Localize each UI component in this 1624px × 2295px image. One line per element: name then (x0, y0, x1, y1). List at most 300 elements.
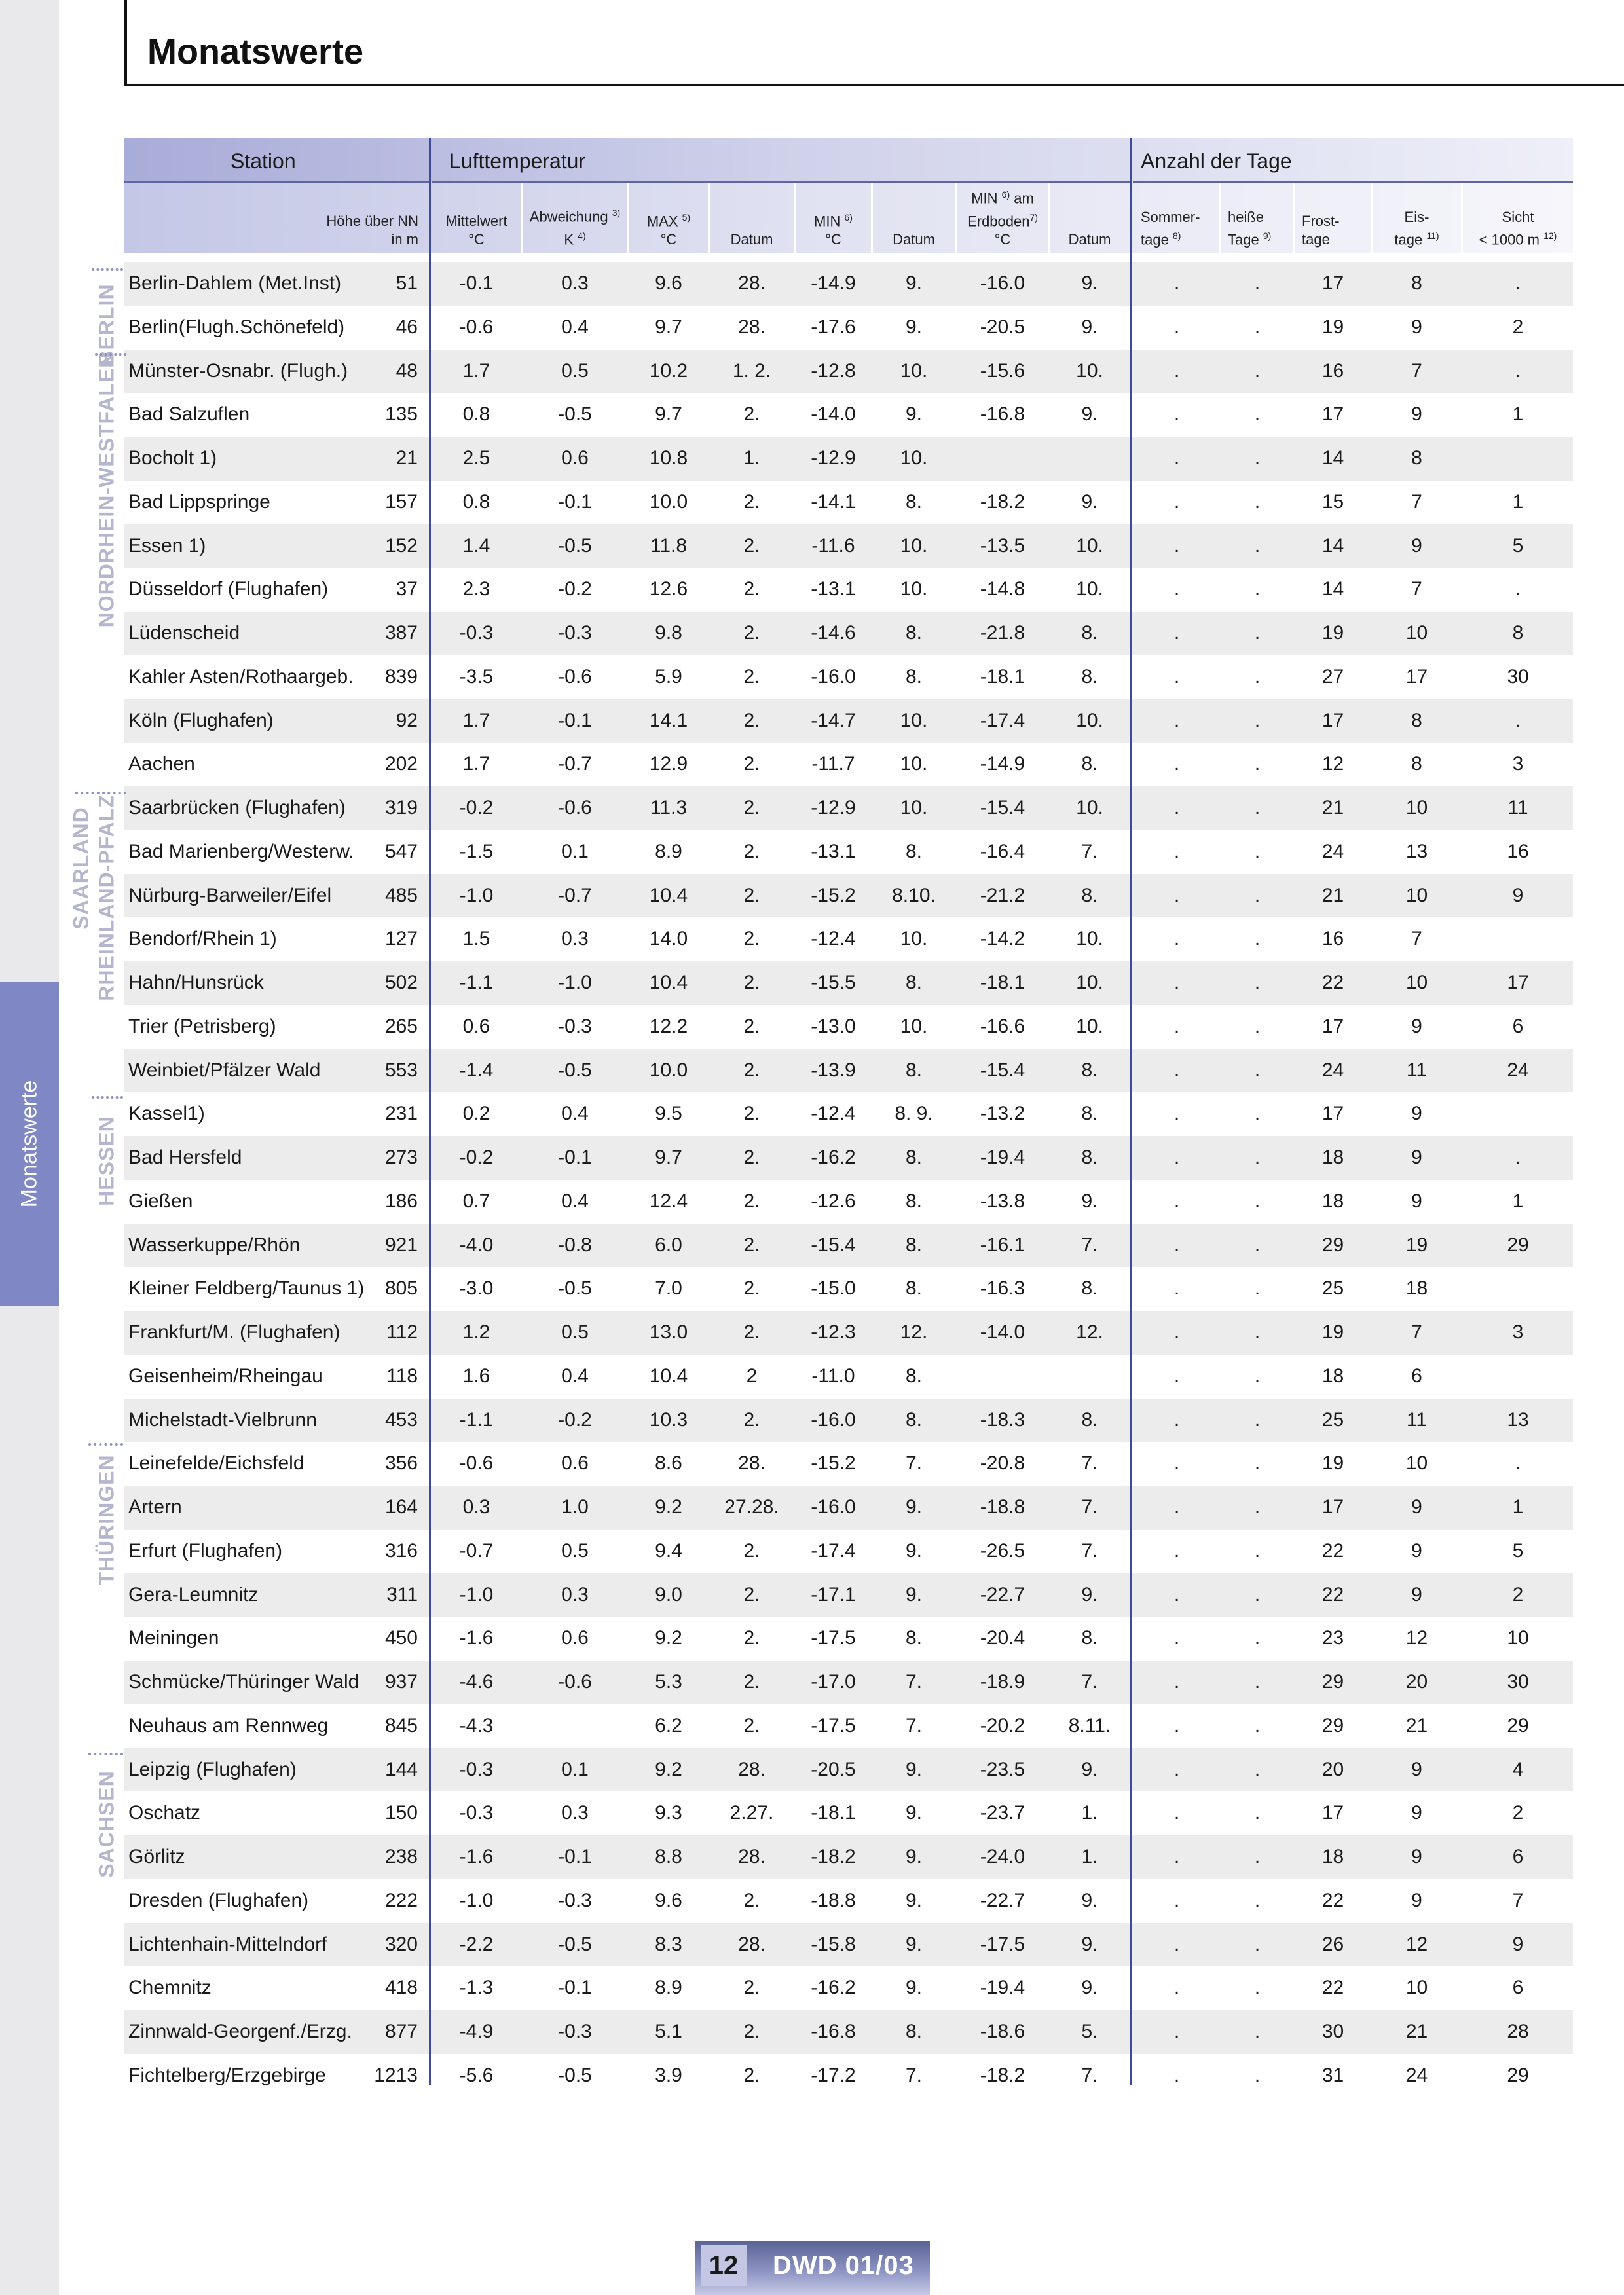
cell-sommertage: . (1173, 1015, 1180, 1037)
cell-datum-max: 2. (743, 665, 760, 688)
cell-datum-max: 2. (743, 1277, 760, 1300)
cell-sicht (1463, 1092, 1573, 1136)
cell-eistage: 21 (1405, 1714, 1428, 1736)
cell-max: 10.8 (649, 447, 688, 469)
cell-hoehe: 238 (384, 1846, 418, 1867)
cell-heisse-tage: . (1254, 1758, 1261, 1780)
cell-station: Leinefelde/Eichsfeld (128, 1452, 304, 1475)
cell-sicht: 30 (1507, 665, 1529, 688)
cell-min: -16.0 (811, 1496, 856, 1518)
cell-abweichung: -0.1 (558, 1846, 592, 1867)
cell-hoehe: 937 (384, 1671, 418, 1693)
cell-sicht: 24 (1507, 1059, 1529, 1081)
cell-max: 9.7 (655, 1147, 682, 1168)
cell-hoehe: 453 (384, 1408, 418, 1431)
cell-datum-max: 1. 2. (732, 359, 771, 382)
cell-min-erdboden: -20.8 (980, 1452, 1025, 1475)
cell-max: 6.0 (655, 1234, 682, 1256)
cell-min: -17.4 (811, 1539, 856, 1562)
cell-sommertage: . (1173, 2064, 1180, 2086)
cell-datum-erdboden: 8. (1081, 1408, 1098, 1431)
table-row (124, 1486, 1573, 1530)
cell-datum-max: 2. (743, 1059, 760, 1081)
cell-min-erdboden: -15.4 (980, 797, 1025, 818)
cell-max: 13.0 (649, 1321, 688, 1343)
cell-mittelwert: -0.1 (459, 272, 494, 294)
cell-sicht: . (1515, 578, 1521, 600)
cell-sommertage: . (1173, 709, 1180, 731)
cell-heisse-tage: . (1254, 272, 1261, 294)
cell-heisse-tage: . (1254, 1452, 1261, 1475)
cell-min: -17.5 (811, 1714, 856, 1736)
cell-station: Artern (128, 1496, 182, 1518)
cell-max: 7.0 (655, 1277, 682, 1300)
cell-min: -17.6 (811, 316, 856, 338)
cell-abweichung: 0.5 (561, 1321, 589, 1343)
cell-mittelwert: -0.6 (459, 1452, 494, 1475)
cell-mittelwert: -1.0 (459, 884, 494, 906)
cell-datum-max: 28. (738, 316, 766, 338)
cell-abweichung: 0.6 (561, 447, 589, 469)
cell-sicht: . (1515, 709, 1521, 731)
table-row (124, 743, 1573, 786)
cell-eistage: 11 (1406, 1059, 1428, 1081)
cell-abweichung: -0.5 (558, 1059, 592, 1081)
cell-abweichung: -0.7 (558, 884, 592, 906)
cell-datum-erdboden: 5. (1081, 2021, 1098, 2042)
cell-datum-min: 9. (905, 1583, 923, 1606)
table-row (124, 306, 1573, 350)
cell-max: 9.7 (655, 403, 682, 426)
cell-hoehe: 186 (384, 1190, 418, 1212)
cell-datum-min: 12. (900, 1321, 928, 1343)
cell-sicht (1463, 917, 1573, 961)
cell-min-erdboden: -16.4 (980, 840, 1025, 862)
cell-datum-erdboden: 8. (1081, 753, 1098, 775)
cell-min: -15.4 (811, 1234, 856, 1256)
cell-frosttage: 17 (1321, 1496, 1344, 1518)
table-row (124, 1704, 1573, 1748)
cell-datum-min: 8. (905, 490, 923, 513)
cell-mittelwert: -2.2 (459, 1933, 494, 1955)
cell-hoehe: 311 (386, 1583, 418, 1606)
cell-hoehe: 387 (384, 622, 418, 644)
cell-mittelwert: 1.2 (462, 1321, 490, 1343)
cell-mittelwert: -1.6 (459, 1627, 494, 1649)
cell-frosttage: 15 (1321, 490, 1344, 513)
table-row (124, 1005, 1573, 1049)
cell-heisse-tage: . (1254, 1365, 1261, 1387)
table-row (124, 568, 1573, 612)
cell-hoehe: 450 (384, 1627, 418, 1649)
cell-datum-erdboden: 10. (1076, 534, 1103, 557)
cell-min-erdboden: -18.2 (980, 2064, 1025, 2086)
cell-frosttage: 25 (1321, 1408, 1344, 1431)
cell-datum-max: 2. (743, 578, 760, 600)
cell-sommertage: . (1173, 1190, 1180, 1212)
cell-min: -14.6 (811, 622, 856, 644)
cell-abweichung: 0.4 (561, 316, 589, 338)
cell-station: Bendorf/Rhein 1) (128, 928, 277, 950)
cell-sommertage: . (1173, 272, 1180, 294)
col-header-min-erdboden: MIN $^{6)}$ am Erdboden$^{7)}$ °C (967, 189, 1038, 248)
col-header-datum-max: Datum (730, 231, 773, 248)
footer-publication: DWD 01/03 (773, 2251, 914, 2280)
cell-sicht: 13 (1507, 1408, 1529, 1431)
cell-min-erdboden: -14.9 (980, 753, 1025, 775)
cell-sommertage: . (1173, 1889, 1180, 1911)
cell-eistage: 9 (1411, 1190, 1422, 1212)
cell-sommertage: . (1173, 1627, 1180, 1649)
col-header-mittelwert: Mittelwert °C (445, 213, 507, 248)
cell-sommertage: . (1173, 1408, 1180, 1431)
cell-min: -16.2 (811, 1977, 856, 1999)
cell-abweichung: 0.3 (561, 928, 589, 950)
cell-station: Frankfurt/M. (Flughafen) (128, 1321, 341, 1343)
cell-sicht: 1 (1512, 1496, 1524, 1518)
cell-datum-max: 2. (743, 1015, 760, 1037)
cell-max: 3.9 (655, 2064, 682, 2086)
cell-mittelwert: 0.8 (462, 490, 490, 513)
table-row (124, 2054, 1573, 2098)
cell-min-erdboden: -18.1 (980, 665, 1025, 688)
cell-datum-erdboden: 8.11. (1068, 1714, 1111, 1736)
cell-station: Lüdenscheid (128, 622, 240, 644)
cell-datum-max: 2. (743, 928, 760, 950)
cell-datum-min: 8. (905, 1059, 923, 1081)
cell-min: -17.2 (811, 2064, 856, 2086)
cell-datum-erdboden: 10. (1076, 972, 1103, 993)
header-col-separator (1293, 183, 1295, 253)
cell-min: -12.3 (811, 1321, 856, 1343)
cell-sommertage: . (1173, 1539, 1180, 1562)
cell-max: 8.9 (655, 840, 682, 862)
cell-datum-erdboden: 7. (1081, 840, 1098, 862)
cell-datum-max: 2. (743, 1889, 760, 1911)
header-col-separator (871, 183, 873, 253)
table-row (124, 961, 1573, 1005)
cell-abweichung: 0.3 (561, 272, 589, 294)
cell-sicht: 1 (1512, 403, 1524, 426)
cell-mittelwert: 0.3 (462, 1496, 490, 1518)
header-col-separator (955, 183, 957, 253)
cell-max: 8.3 (655, 1933, 682, 1955)
cell-frosttage: 24 (1321, 840, 1344, 862)
cell-min: -16.8 (811, 2021, 856, 2042)
cell-frosttage: 18 (1321, 1365, 1344, 1387)
cell-station: Michelstadt-Vielbrunn (128, 1408, 317, 1431)
cell-mittelwert: 0.6 (462, 1015, 490, 1037)
cell-min: -16.2 (811, 1147, 856, 1168)
cell-eistage: 9 (1411, 1583, 1422, 1606)
cell-hoehe: 1213 (374, 2064, 418, 2086)
cell-datum-max: 2. (743, 534, 760, 557)
cell-datum-erdboden: 10. (1076, 1015, 1103, 1037)
cell-sicht: 2 (1512, 316, 1524, 338)
cell-hoehe: 805 (384, 1277, 418, 1300)
cell-max: 9.0 (655, 1583, 682, 1606)
cell-abweichung: -0.2 (558, 1408, 592, 1431)
cell-abweichung: -0.1 (558, 1977, 592, 1999)
cell-frosttage: 17 (1321, 709, 1344, 731)
cell-min-erdboden: -15.4 (980, 1059, 1025, 1081)
cell-datum-min: 9. (905, 1539, 923, 1562)
cell-datum-min: 10. (900, 447, 928, 469)
cell-mittelwert: -4.9 (459, 2021, 494, 2042)
cell-heisse-tage: . (1254, 2021, 1261, 2042)
cell-mittelwert: 0.2 (462, 1103, 490, 1125)
cell-station: Bad Lippspringe (128, 490, 270, 513)
cell-abweichung: -0.5 (558, 2064, 592, 2086)
cell-eistage: 24 (1405, 2064, 1428, 2086)
side-tab[interactable] (0, 982, 59, 1306)
cell-mittelwert: -0.3 (459, 1758, 494, 1780)
cell-abweichung: 0.1 (561, 840, 589, 862)
cell-datum-min: 9. (905, 1977, 923, 1999)
cell-station: Köln (Flughafen) (128, 709, 274, 731)
cell-min-erdboden: -16.6 (980, 1015, 1025, 1037)
cell-abweichung: -0.5 (558, 1277, 592, 1300)
col-header-datum-erdboden: Datum (1068, 231, 1111, 248)
cell-hoehe: 273 (384, 1147, 418, 1168)
cell-min: -11.7 (811, 753, 855, 775)
cell-hoehe: 845 (384, 1714, 418, 1736)
cell-eistage: 9 (1411, 534, 1422, 557)
cell-min: -15.8 (811, 1933, 856, 1955)
cell-eistage: 7 (1411, 490, 1422, 513)
cell-mittelwert: -0.2 (459, 1147, 494, 1168)
cell-hoehe: 150 (384, 1802, 418, 1824)
cell-station: Meiningen (128, 1627, 219, 1649)
cell-min-erdboden: -18.6 (980, 2021, 1025, 2042)
table-row (124, 786, 1573, 830)
cell-max: 10.2 (649, 359, 688, 382)
cell-sicht: 9 (1512, 884, 1524, 906)
cell-station: Bad Marienberg/Westerw. (128, 840, 354, 862)
cell-datum-erdboden: 10. (1076, 797, 1103, 818)
cell-eistage: 9 (1411, 1846, 1422, 1867)
cell-station: Aachen (128, 753, 195, 775)
cell-sommertage: . (1173, 1496, 1180, 1518)
cell-datum-min: 7. (905, 1452, 923, 1475)
cell-abweichung: 0.6 (561, 1452, 589, 1475)
side-tab-label: Monatswerte (16, 1080, 42, 1208)
cell-datum-erdboden: 9. (1081, 272, 1098, 294)
cell-heisse-tage: . (1254, 1190, 1261, 1212)
cell-max: 10.4 (649, 884, 688, 906)
cell-sommertage: . (1173, 1365, 1180, 1387)
cell-hoehe: 231 (384, 1103, 418, 1125)
cell-sommertage: . (1173, 1802, 1180, 1824)
cell-sicht: 6 (1512, 1015, 1524, 1037)
cell-min-erdboden: -16.8 (980, 403, 1025, 426)
cell-mittelwert: -1.1 (459, 972, 494, 993)
cell-max: 8.6 (655, 1452, 682, 1475)
cell-mittelwert: 1.7 (462, 753, 490, 775)
cell-datum-erdboden: 9. (1081, 1933, 1098, 1955)
cell-frosttage: 20 (1321, 1758, 1344, 1780)
cell-min: -15.2 (811, 1452, 856, 1475)
cell-datum-erdboden: 9. (1081, 1583, 1098, 1606)
cell-hoehe: 127 (384, 928, 418, 950)
col-header-hoehe: Höhe über NN in m (326, 213, 418, 248)
table-row (124, 1835, 1573, 1879)
cell-abweichung (523, 1704, 627, 1748)
cell-min-erdboden (957, 437, 1048, 481)
header-col-separator (708, 183, 710, 253)
cell-sommertage: . (1173, 316, 1180, 338)
cell-abweichung: -0.2 (558, 578, 592, 600)
cell-mittelwert: -5.6 (459, 2064, 494, 2086)
table-row (124, 1661, 1573, 1704)
cell-datum-min: 8. (905, 2021, 923, 2042)
cell-datum-min: 8. (905, 665, 923, 688)
cell-min: -12.4 (811, 1103, 856, 1125)
cell-station: Lichtenhain-Mittelndorf (128, 1933, 327, 1955)
cell-min-erdboden: -14.8 (980, 578, 1025, 600)
cell-station: Essen 1) (128, 534, 206, 557)
cell-max: 12.6 (649, 578, 688, 600)
cell-abweichung: -0.5 (558, 403, 592, 426)
cell-max: 5.9 (655, 665, 682, 688)
cell-min-erdboden: -21.2 (980, 884, 1025, 906)
cell-abweichung: -0.7 (558, 753, 592, 775)
region-label-saarland: SAARLAND (69, 807, 93, 930)
cell-hoehe: 502 (384, 972, 418, 993)
cell-datum-min: 10. (900, 534, 928, 557)
cell-min-erdboden: -26.5 (980, 1539, 1025, 1562)
cell-mittelwert: -0.3 (459, 622, 494, 644)
cell-sommertage: . (1173, 2021, 1180, 2042)
col-header-eistage: Eis- tage $^{11)}$ (1394, 208, 1439, 248)
cell-eistage: 8 (1411, 272, 1422, 294)
cell-min: -14.1 (811, 490, 856, 513)
cell-heisse-tage: . (1254, 622, 1261, 644)
cell-min-erdboden: -22.7 (980, 1889, 1025, 1911)
col-header-datum-min: Datum (893, 231, 935, 248)
cell-datum-max: 2. (743, 1714, 760, 1736)
region-label-nordrhein-westfalen: NORDRHEIN-WESTFALEN (94, 352, 119, 628)
cell-datum-max: 2. (743, 1321, 760, 1343)
cell-eistage: 10 (1405, 1452, 1428, 1475)
cell-frosttage: 22 (1321, 972, 1344, 993)
cell-max: 6.2 (655, 1714, 682, 1736)
cell-hoehe: 222 (384, 1889, 418, 1911)
cell-heisse-tage: . (1254, 359, 1261, 382)
cell-sicht: . (1515, 1452, 1521, 1475)
cell-sicht: 3 (1512, 753, 1524, 775)
table-row (124, 2010, 1573, 2054)
cell-station: Kahler Asten/Rothaargeb. (128, 665, 354, 688)
cell-frosttage: 17 (1321, 1802, 1344, 1824)
cell-mittelwert: -4.6 (459, 1671, 494, 1693)
cell-eistage: 9 (1411, 1147, 1422, 1168)
table-row (124, 1748, 1573, 1792)
cell-datum-min: 10. (900, 753, 928, 775)
cell-datum-max: 2. (743, 2021, 760, 2042)
cell-min: -12.6 (811, 1190, 856, 1212)
cell-datum-max: 2. (743, 797, 760, 818)
cell-heisse-tage: . (1254, 1889, 1261, 1911)
cell-heisse-tage: . (1254, 1277, 1261, 1300)
cell-frosttage: 25 (1321, 1277, 1344, 1300)
cell-hoehe: 21 (396, 447, 418, 469)
cell-datum-max: 2. (743, 1671, 760, 1693)
cell-datum-max: 2. (743, 1190, 760, 1212)
cell-datum-min: 8. (905, 972, 923, 993)
table-row (124, 1966, 1573, 2010)
page-title: Monatswerte (147, 32, 364, 71)
cell-datum-erdboden (1050, 1355, 1129, 1399)
cell-min-erdboden: -20.5 (980, 316, 1025, 338)
cell-eistage: 17 (1405, 665, 1428, 688)
title-rule-vertical (124, 0, 127, 86)
region-divider (88, 1443, 123, 1446)
table-row (124, 1399, 1573, 1442)
cell-eistage: 18 (1405, 1277, 1428, 1300)
cell-datum-min: 10. (900, 709, 928, 731)
cell-max: 14.0 (649, 928, 688, 950)
cell-abweichung: 0.5 (561, 1539, 589, 1562)
cell-heisse-tage: . (1254, 928, 1261, 950)
cell-heisse-tage: . (1254, 840, 1261, 862)
col-header-heisse-tage: heiße Tage $^{9)}$ (1228, 208, 1272, 248)
cell-heisse-tage: . (1254, 1496, 1261, 1518)
cell-min-erdboden: -19.4 (980, 1977, 1025, 1999)
cell-station: Oschatz (128, 1802, 201, 1824)
cell-frosttage: 22 (1321, 1889, 1344, 1911)
cell-heisse-tage: . (1254, 1671, 1261, 1693)
cell-sommertage: . (1173, 972, 1180, 993)
cell-sicht: 17 (1507, 972, 1529, 993)
cell-datum-erdboden: 9. (1081, 1758, 1098, 1780)
cell-min: -11.0 (811, 1365, 855, 1387)
cell-datum-max: 28. (738, 272, 766, 294)
cell-sommertage: . (1173, 928, 1180, 950)
cell-eistage: 10 (1405, 1977, 1428, 1999)
cell-min: -18.2 (811, 1846, 856, 1867)
cell-station: Chemnitz (128, 1977, 212, 1999)
cell-station: Saarbrücken (Flughafen) (128, 797, 346, 818)
cell-heisse-tage: . (1254, 490, 1261, 513)
cell-eistage: 7 (1411, 359, 1422, 382)
header-col-separator (627, 183, 629, 253)
cell-station: Erfurt (Flughafen) (128, 1539, 283, 1562)
cell-sommertage: . (1173, 1321, 1180, 1343)
cell-min-erdboden: -17.4 (980, 709, 1025, 731)
cell-mittelwert: 1.4 (462, 534, 490, 557)
cell-min: -16.0 (811, 1408, 856, 1431)
region-divider (92, 1096, 123, 1099)
cell-station: Schmücke/Thüringer Wald (128, 1671, 360, 1693)
cell-abweichung: 0.3 (561, 1802, 589, 1824)
cell-datum-max: 2. (743, 1234, 760, 1256)
cell-mittelwert: 1.7 (462, 359, 490, 382)
cell-max: 9.2 (655, 1758, 682, 1780)
cell-abweichung: -1.0 (558, 972, 592, 993)
cell-eistage: 9 (1411, 1496, 1422, 1518)
table-group-header (124, 138, 1573, 182)
cell-heisse-tage: . (1254, 1147, 1261, 1168)
header-underline-anzahl (1133, 181, 1573, 183)
cell-datum-max: 2. (743, 840, 760, 862)
cell-station: Münster-Osnabr. (Flugh.) (128, 359, 348, 382)
cell-datum-min: 8. (905, 1627, 923, 1649)
cell-sicht: 2 (1512, 1802, 1524, 1824)
cell-datum-erdboden: 1. (1081, 1802, 1098, 1824)
cell-datum-erdboden: 8. (1081, 1627, 1098, 1649)
cell-min-erdboden (957, 1355, 1048, 1399)
